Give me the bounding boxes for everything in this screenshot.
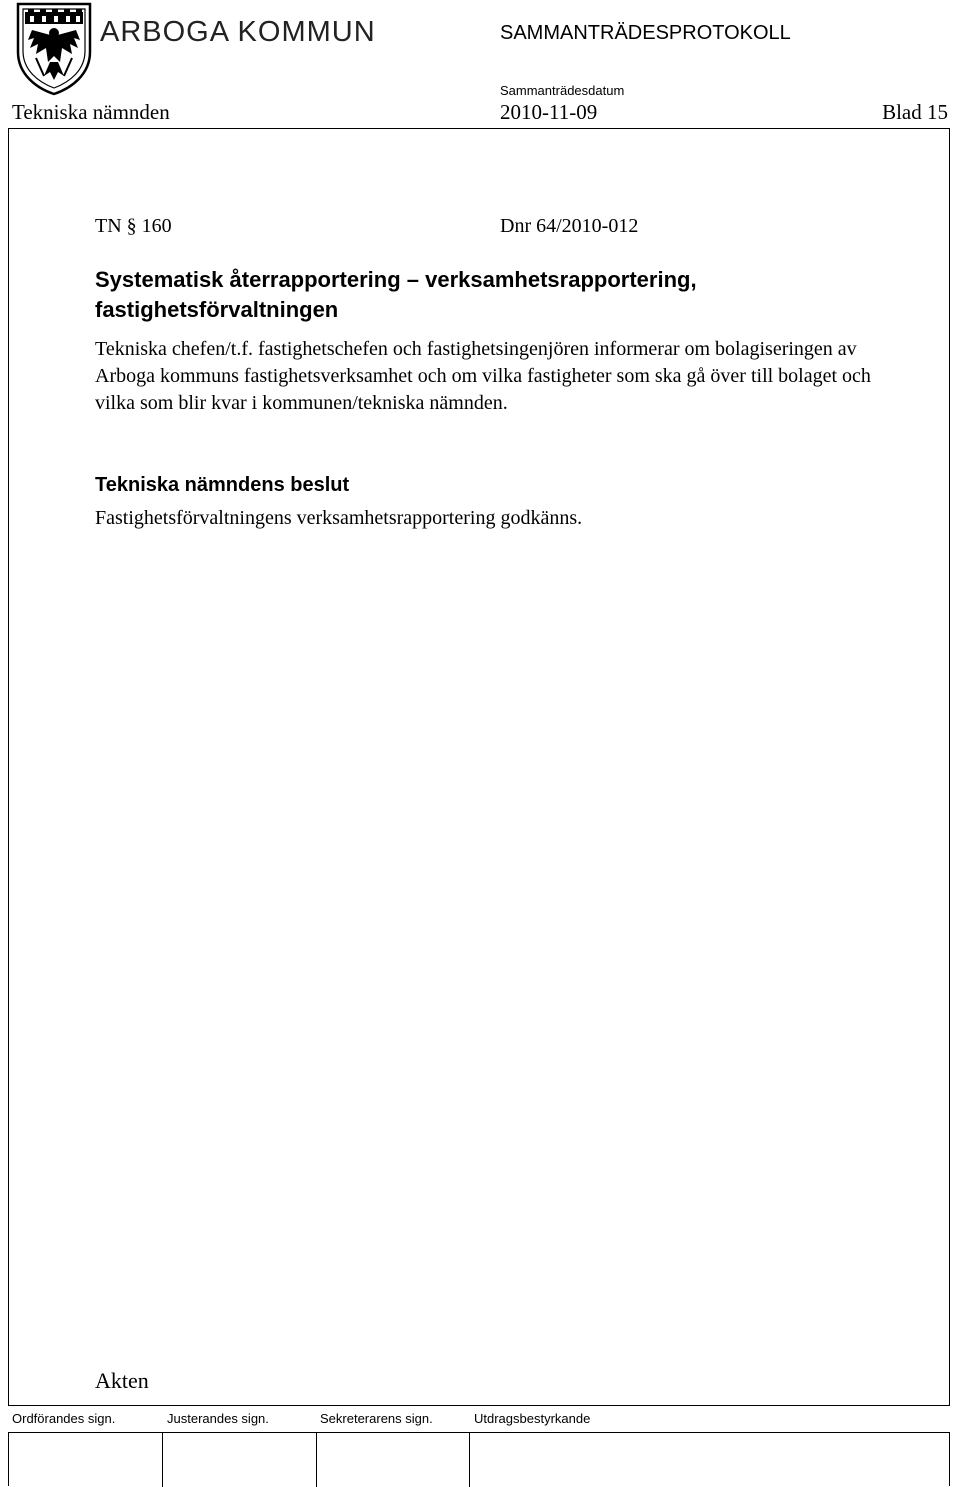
document-type: SAMMANTRÄDESPROTOKOLL bbox=[500, 22, 791, 44]
meeting-date-label: Sammanträdesdatum bbox=[500, 83, 625, 98]
paragraph-id: TN § 160 bbox=[95, 215, 172, 237]
meeting-date: 2010-11-09 bbox=[500, 100, 598, 124]
signature-labels bbox=[12, 1411, 952, 1426]
extract-certification-label: Utdragsbestyrkande bbox=[474, 1411, 591, 1426]
arboga-coat-of-arms-icon bbox=[14, 0, 94, 96]
item-title: Systematisk återrapportering – verksamhetsrapportering, fastighetsförvaltningen bbox=[95, 267, 697, 322]
board-name: Tekniska nämnden bbox=[12, 100, 170, 124]
secretary-sign-label: Sekreterarens sign. bbox=[320, 1411, 433, 1426]
signature-divider bbox=[316, 1432, 317, 1487]
item-intro-text: Tekniska chefen/t.f. fastighetschefen och fastighetsingenjören informerar om bolagiseringen av Arboga kommuns fastighetsverksamhet och om vilka fastigheter som ska gå över till bolaget och vilka som blir kvar i kommunen/tekniska nämnden. bbox=[95, 338, 871, 414]
signature-box bbox=[8, 1432, 950, 1486]
decision-text: Fastighetsförvaltningens verksamhetsrapportering godkänns. bbox=[95, 507, 583, 529]
signature-divider bbox=[469, 1432, 470, 1487]
kommun-name: ARBOGA KOMMUN bbox=[100, 16, 376, 48]
page-number: Blad 15 bbox=[882, 100, 948, 124]
decision-heading: Tekniska nämndens beslut bbox=[95, 474, 350, 496]
recipient: Akten bbox=[95, 1368, 149, 1393]
signature-divider bbox=[162, 1432, 163, 1487]
diary-number: Dnr 64/2010-012 bbox=[500, 215, 639, 237]
adjuster-sign-label: Justerandes sign. bbox=[167, 1411, 269, 1426]
chairman-sign-label: Ordförandes sign. bbox=[12, 1411, 116, 1426]
